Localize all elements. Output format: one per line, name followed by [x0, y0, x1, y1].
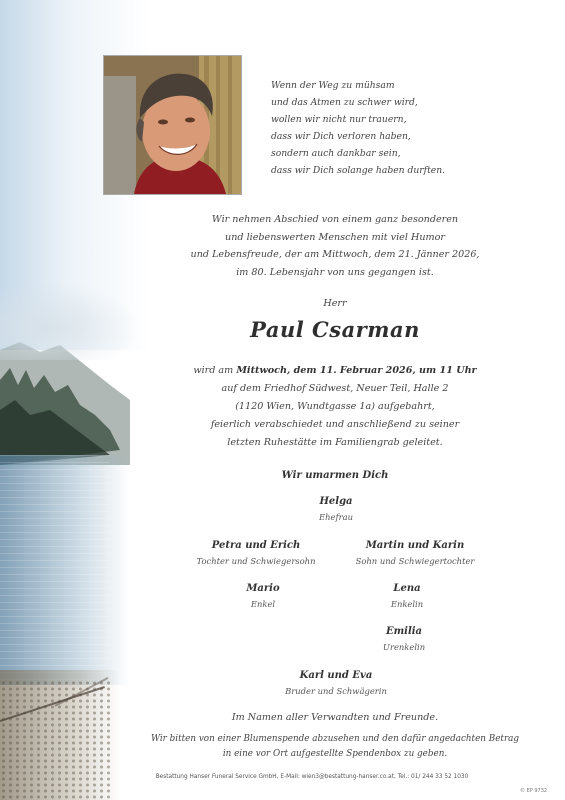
poem-line: dass wir Dich solange haben durften.: [271, 165, 446, 176]
mourner-name: Karl und Eva: [299, 670, 373, 681]
intro-line: im 80. Lebensjahr von uns gegangen ist.: [236, 266, 434, 278]
embrace-heading: Wir umarmen Dich: [281, 470, 389, 481]
mourner-relation: Sohn und Schwiegertochter: [355, 556, 475, 566]
funeral-line: (1120 Wien, Wundtgasse 1a) aufgebahrt,: [235, 401, 435, 412]
mourner-relation: Enkel: [250, 599, 276, 609]
funeral-line: letzten Ruhestätte im Familiengrab geleitet.: [227, 437, 443, 448]
document-code: © EP 9732: [520, 788, 548, 794]
mourner-emilia: [324, 626, 484, 652]
mourner-lena: [327, 583, 487, 609]
request-line: Wir bitten von einer Blumenspende abzusehen und den dafür angedachten Betrag: [150, 734, 520, 744]
funeral-line: feierlich verabschiedet und anschließend zu seiner: [210, 419, 460, 430]
poem-line: Wenn der Weg zu mühsam: [271, 80, 395, 91]
funeral-date: Mittwoch, dem 11. Februar 2026, um 11 Uhr: [236, 365, 477, 376]
funeral-details: [170, 362, 500, 452]
lake-ripples: [0, 455, 110, 685]
mourner-relation: Tochter und Schwiegersohn: [196, 556, 316, 566]
intro-line: Wir nehmen Abschied von einem ganz besonderen: [211, 214, 459, 225]
mourner-name: Lena: [393, 583, 421, 594]
closing-line: Im Namen aller Verwandten und Freunde.: [231, 712, 439, 723]
funeral-prefix: wird am: [193, 365, 237, 376]
poem-line: sondern auch dankbar sein,: [271, 148, 401, 159]
deceased-name: Paul Csarman: [250, 317, 420, 342]
mourner-name: Martin und Karin: [365, 540, 465, 551]
mourner-name: Emilia: [385, 626, 423, 637]
mourner-name: Helga: [319, 496, 353, 507]
poem: [271, 77, 491, 179]
poem-line: dass wir Dich verloren haben,: [271, 131, 411, 142]
mist: [0, 280, 140, 360]
request-line: in eine vor Ort aufgestellte Spendenbox zu geben.: [222, 749, 448, 759]
mourner-mario: [183, 583, 343, 609]
mourner-martin-karin: [335, 540, 495, 566]
poem-line: und das Atmen zu schwer wird,: [271, 97, 418, 108]
poem-line: wollen wir nicht nur trauern,: [271, 114, 407, 125]
mourner-relation: Bruder und Schwägerin: [285, 686, 387, 696]
intro-text: [170, 211, 500, 281]
funeral-line: [170, 362, 500, 380]
salutation: Herr: [323, 298, 347, 309]
mourner-relation: Ehefrau: [319, 512, 353, 522]
portrait-photo: [103, 55, 242, 195]
mourner-karl-eva: [256, 670, 416, 696]
intro-line: und Lebensfreude, der am Mittwoch, dem 21. Jänner 2026,: [190, 249, 480, 260]
mourner-name: Mario: [246, 583, 280, 594]
mourner-relation: Urenkelin: [382, 642, 426, 652]
intro-line: und liebenswerten Menschen mit viel Humor: [225, 231, 445, 243]
mourner-relation: Enkelin: [390, 599, 424, 609]
pebbles: [0, 680, 110, 800]
donation-request: [130, 732, 540, 762]
funeral-line: auf dem Friedhof Südwest, Neuer Teil, Halle 2: [221, 383, 449, 394]
footer-contact: Bestattung Hanser Funeral Service GmbH, E-Mail: wien3@bestattung-hanser.co.at, Tel.: 01/ 244 33 52 1030: [155, 774, 469, 780]
mourner-helga: [256, 496, 416, 522]
mourner-name: Petra und Erich: [211, 540, 301, 551]
mourner-petra-erich: [176, 540, 336, 566]
